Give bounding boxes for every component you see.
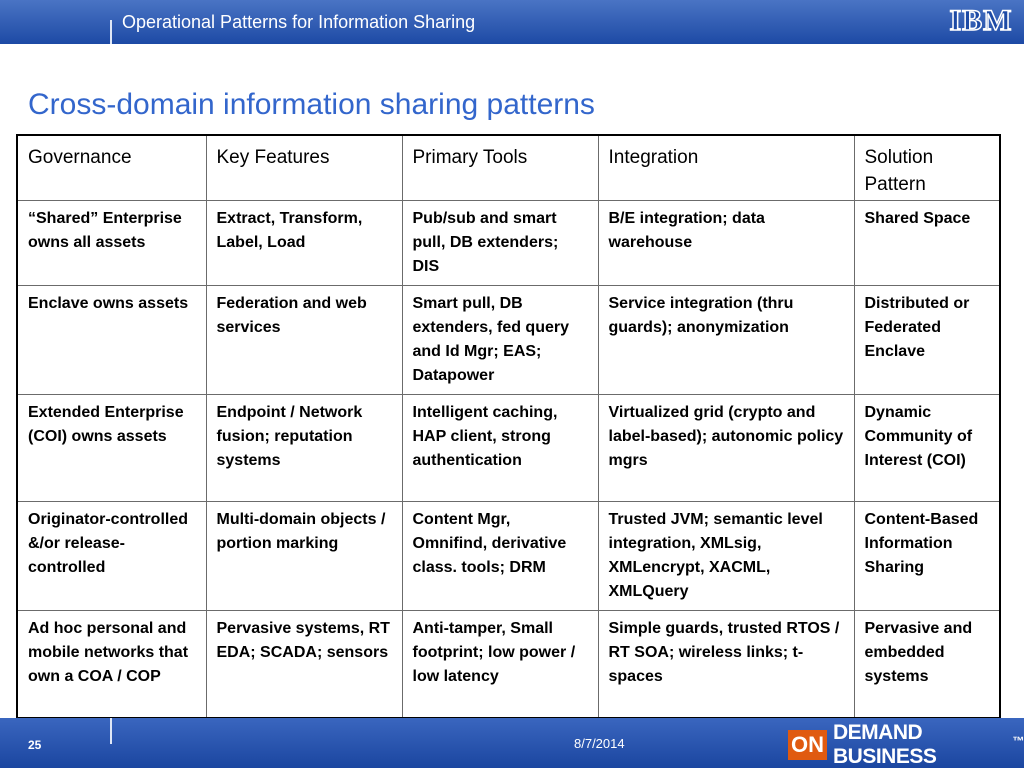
table-row [17,502,1000,611]
header-integration: Integration [598,135,854,201]
header-divider [110,20,112,44]
header-primary-tools: Primary Tools [402,135,598,201]
footer-date: 8/7/2014 [574,736,625,751]
cell-integration: Virtualized grid (crypto and label-based); autonomic policy mgrs [598,395,854,502]
cell-key-features: Endpoint / Network fusion; reputation systems [206,395,402,502]
cell-key-features: Extract, Transform, Label, Load [206,201,402,286]
cell-integration: Trusted JVM; semantic level integration, XMLsig, XMLencrypt, XACML, XMLQuery [598,502,854,611]
cell-solution-pattern: Distributed or Federated Enclave [854,286,1000,395]
cell-primary-tools: Anti-tamper, Small footprint; low power / low latency [402,611,598,719]
cell-governance: Ad hoc personal and mobile networks that own a COA / COP [17,611,206,719]
page-number: 25 [28,738,41,752]
cell-integration: Simple guards, trusted RTOS / RT SOA; wireless links; t-spaces [598,611,854,719]
ibm-logo: IBM [946,6,1016,36]
on-demand-business-logo [788,730,1024,760]
cell-solution-pattern: Dynamic Community of Interest (COI) [854,395,1000,502]
cell-key-features: Multi-domain objects / portion marking [206,502,402,611]
cell-solution-pattern: Pervasive and embedded systems [854,611,1000,719]
cell-key-features: Federation and web services [206,286,402,395]
header-governance: Governance [17,135,206,201]
presentation-title: Operational Patterns for Information Sharing [122,12,475,33]
table-row [17,611,1000,719]
slide-title: Cross-domain information sharing patterns [28,88,595,122]
cell-solution-pattern: Shared Space [854,201,1000,286]
brand-text: DEMAND BUSINESS [833,721,1012,769]
cell-integration: Service integration (thru guards); anonymization [598,286,854,395]
cell-primary-tools: Content Mgr, Omnifind, derivative class. tools; DRM [402,502,598,611]
cell-key-features: Pervasive systems, RT EDA; SCADA; sensors [206,611,402,719]
cell-solution-pattern: Content-Based Information Sharing [854,502,1000,611]
table-row [17,395,1000,502]
cell-governance: Originator-controlled &/or release-controlled [17,502,206,611]
footer-divider [110,718,112,744]
table-header-row [17,135,1000,201]
footer-bar [0,718,1024,768]
on-badge: ON [788,730,827,760]
cell-primary-tools: Smart pull, DB extenders, fed query and Id Mgr; EAS; Datapower [402,286,598,395]
cell-integration: B/E integration; data warehouse [598,201,854,286]
header-solution-pattern: Solution Pattern [854,135,1000,201]
header-key-features: Key Features [206,135,402,201]
table-row [17,201,1000,286]
table-row [17,286,1000,395]
patterns-table [16,134,1001,719]
cell-primary-tools: Pub/sub and smart pull, DB extenders; DIS [402,201,598,286]
cell-governance: “Shared” Enterprise owns all assets [17,201,206,286]
cell-primary-tools: Intelligent caching, HAP client, strong authentication [402,395,598,502]
trademark-symbol: ™ [1013,734,1024,748]
header-bar [0,0,1024,44]
cell-governance: Extended Enterprise (COI) owns assets [17,395,206,502]
cell-governance: Enclave owns assets [17,286,206,395]
